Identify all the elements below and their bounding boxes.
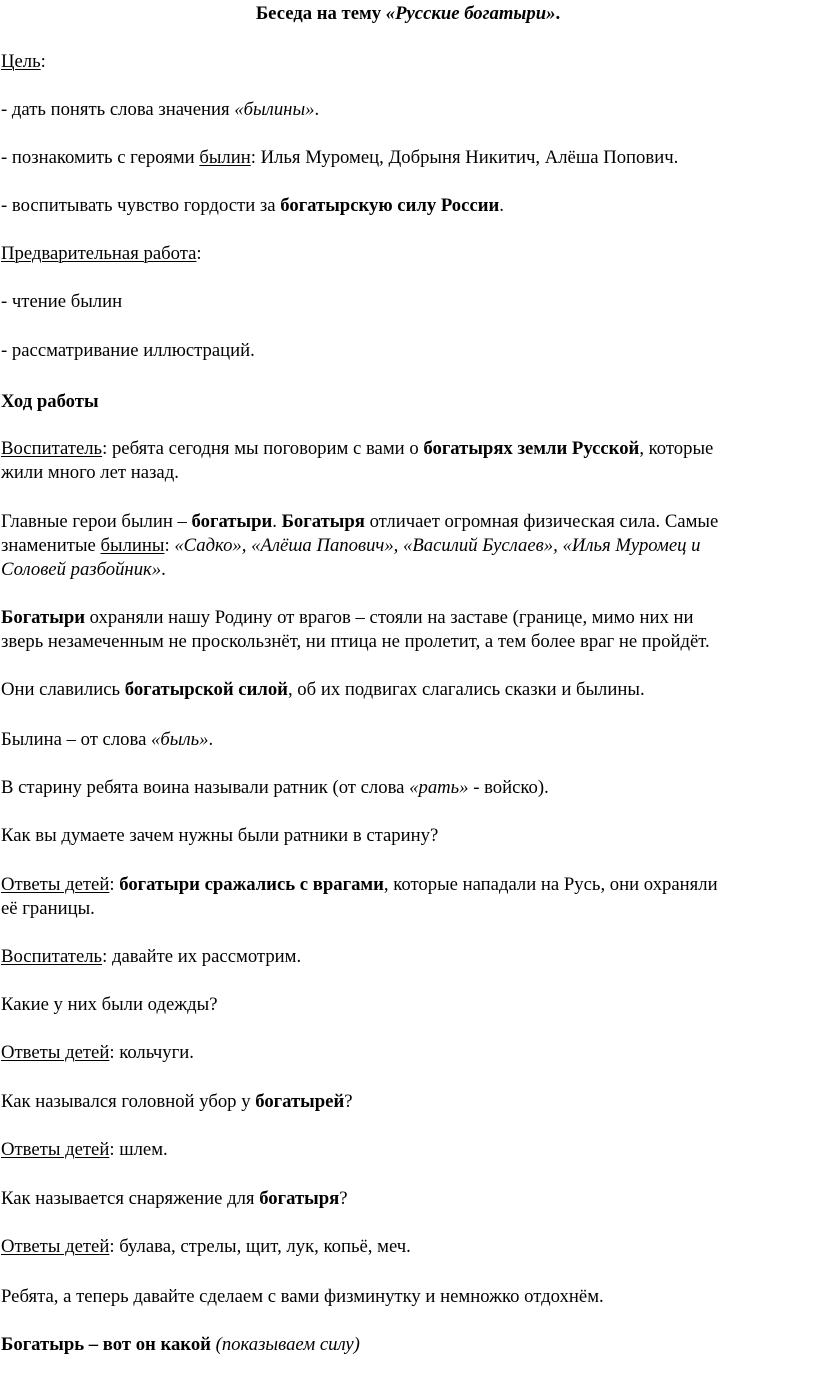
goal-item-3-text: - воспитывать чувство гордости за — [1, 195, 281, 216]
goal-item-1 — [1, 98, 319, 122]
paragraph-4 — [1, 678, 645, 702]
prep-colon: : — [196, 243, 202, 264]
p12-bold-1: богатырей — [255, 1091, 345, 1112]
paragraph-2-line-2 — [1, 534, 701, 558]
p17-bold-1: Богатырь – вот он какой — [1, 1334, 211, 1355]
speaker-children: Ответы детей — [1, 874, 110, 895]
goal-item-3 — [1, 194, 504, 218]
p2-text-3: отличает огромная физическая сила. Самые — [364, 511, 719, 532]
paragraph-16: Ребята, а теперь давайте сделаем с вами физминутку и немножко отдохнём. — [1, 1286, 604, 1307]
paragraph-15 — [1, 1235, 411, 1259]
p14-bold-1: богатыря — [259, 1188, 340, 1209]
p5-text-2: . — [208, 729, 214, 750]
p2-text-6: . — [161, 559, 166, 580]
goal-item-2-text: - познакомить с героями — [1, 147, 200, 168]
goal-item-1-em: «былины» — [234, 99, 315, 120]
p12-text-1: Как назывался головной убор у — [1, 1091, 256, 1112]
paragraph-13 — [1, 1138, 168, 1162]
paragraph-9 — [1, 945, 301, 969]
paragraph-14 — [1, 1187, 348, 1211]
progress-heading: Ход работы — [1, 391, 99, 412]
p4-text-1: Они славились — [1, 679, 125, 700]
p2-bold-2: Богатыря — [281, 511, 365, 532]
p2-italic-2: Соловей разбойник» — [1, 559, 162, 580]
goal-item-3-end: . — [499, 195, 504, 216]
p6-text-1: В старину ребята воина называли ратник (от слова — [1, 777, 410, 798]
p11-text-1: : кольчуги. — [109, 1042, 194, 1063]
paragraph-11 — [1, 1041, 194, 1065]
paragraph-8-line-2: её границы. — [1, 898, 95, 919]
p13-text-1: : шлем. — [109, 1139, 168, 1160]
speaker-educator: Воспитатель — [1, 946, 103, 967]
p3-bold-1: Богатыри — [1, 607, 85, 628]
speaker-educator: Воспитатель — [1, 438, 103, 459]
goal-label: Цель — [1, 51, 41, 72]
goal-item-1-text: - дать понять слова значения — [1, 99, 235, 120]
p8-bold-1: богатыри сражались с врагами — [119, 874, 384, 895]
p5-text-1: Былина – от слова — [1, 729, 152, 750]
p2-underline-1: былины — [100, 535, 165, 556]
p5-italic-1: «быль» — [151, 729, 209, 750]
paragraph-1-line-2: жили много лет назад. — [1, 462, 179, 483]
paragraph-6 — [1, 776, 549, 800]
paragraph-2-line-1 — [1, 510, 718, 534]
p3-text-1: охраняли нашу Родину от врагов – стояли на заставе (границе, мимо них ни — [84, 607, 694, 628]
p2-bold-1: богатыри — [191, 511, 273, 532]
paragraph-8-line-1 — [1, 873, 718, 897]
p2-text-1: Главные герои былин – — [1, 511, 192, 532]
prep-item-2: - рассматривание иллюстраций. — [1, 340, 255, 361]
p15-text-1: : булава, стрелы, щит, лук, копьё, меч. — [109, 1236, 411, 1257]
prep-item-1: - чтение былин — [1, 291, 123, 312]
document-title — [0, 2, 816, 26]
paragraph-5 — [1, 728, 213, 752]
p12-text-2: ? — [344, 1091, 353, 1112]
speaker-children: Ответы детей — [1, 1042, 110, 1063]
paragraph-3-line-2: зверь незамеченным не проскользнёт, ни птица не пролетит, а тем более враг не пройдёт. — [1, 631, 710, 652]
p14-text-1: Как называется снаряжение для — [1, 1188, 260, 1209]
p1-text-1: : ребята сегодня мы поговорим с вами о — [102, 438, 424, 459]
p2-text-4: знаменитые — [1, 535, 101, 556]
title-end: . — [555, 3, 561, 24]
p2-text-2: . — [272, 511, 282, 532]
p6-italic-1: «рать» — [409, 777, 469, 798]
p14-text-2: ? — [339, 1188, 348, 1209]
goal-item-1-end: . — [314, 99, 320, 120]
p4-text-2: , об их подвигах слагались сказки и былины. — [287, 679, 645, 700]
paragraph-17 — [1, 1333, 360, 1357]
p8-text-1: : — [109, 874, 120, 895]
p4-bold-1: богатырской силой — [124, 679, 288, 700]
goal-item-3-bold: богатырскую силу России — [280, 195, 500, 216]
prep-heading — [1, 242, 202, 266]
paragraph-10: Какие у них были одежды? — [1, 994, 218, 1015]
goal-item-2-rest: : Илья Муромец, Добрыня Никитич, Алёша Попович. — [250, 147, 679, 168]
speaker-children: Ответы детей — [1, 1139, 110, 1160]
p2-italic-1: «Садко», «Алёша Папович», «Василий Буслаев», «Илья Муромец и — [174, 535, 701, 556]
prep-label: Предварительная работа — [1, 243, 197, 264]
p6-text-2: - войско). — [468, 777, 549, 798]
title-topic: «Русские богатыри» — [385, 3, 556, 24]
title-prefix: Беседа на тему — [255, 3, 386, 24]
paragraph-2-line-3 — [1, 558, 166, 582]
goal-heading — [1, 50, 46, 74]
paragraph-1-line-1 — [1, 437, 713, 461]
goal-item-2 — [1, 146, 678, 170]
paragraph-7: Как вы думаете зачем нужны были ратники в старину? — [1, 825, 439, 846]
p1-bold-1: богатырях земли Русской — [423, 438, 640, 459]
speaker-children: Ответы детей — [1, 1236, 110, 1257]
goal-colon: : — [40, 51, 46, 72]
p8-text-2: , которые нападали на Русь, они охраняли — [383, 874, 718, 895]
p9-text-1: : давайте их рассмотрим. — [102, 946, 302, 967]
p2-text-5: : — [164, 535, 175, 556]
paragraph-12 — [1, 1090, 353, 1114]
p1-text-2: , которые — [639, 438, 714, 459]
goal-item-2-underline: былин — [199, 147, 251, 168]
paragraph-3-line-1 — [1, 606, 693, 630]
p17-italic-1: (показываем силу) — [215, 1334, 360, 1355]
